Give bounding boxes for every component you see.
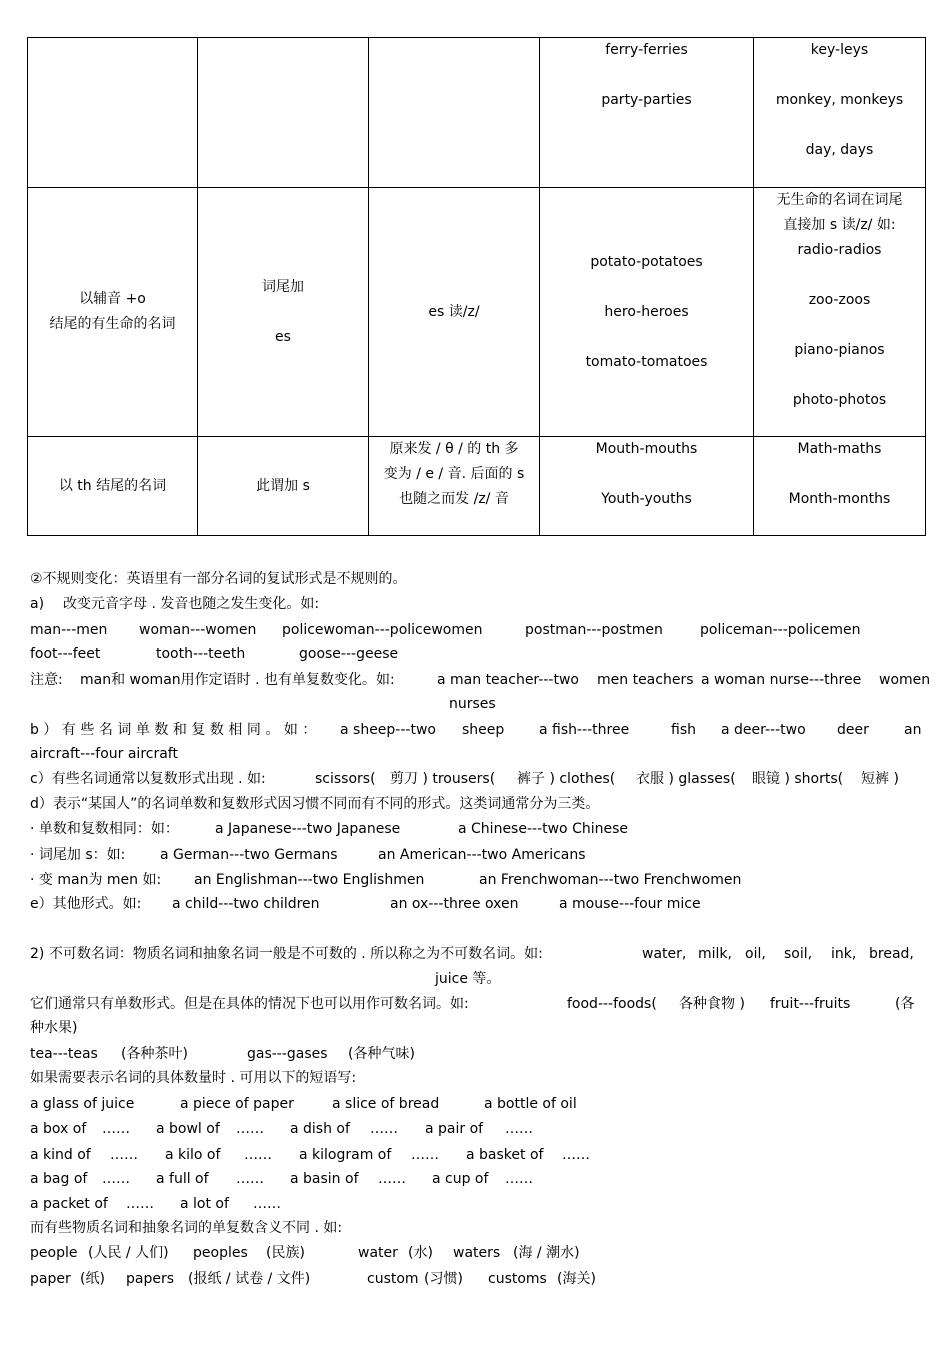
exception-note: 无生命的名词在词尾 bbox=[776, 192, 903, 208]
ellipsis: …… bbox=[110, 1147, 138, 1163]
example-text: 短裤 ) bbox=[861, 771, 899, 787]
table-cell-examples bbox=[540, 437, 754, 536]
example-text: a sheep---two bbox=[340, 722, 436, 738]
table-row bbox=[28, 188, 926, 437]
table-cell-rule bbox=[198, 188, 369, 437]
pronunciation-text: 变为 / e / 音. 后面的 s bbox=[383, 466, 525, 482]
example-text: waters bbox=[453, 1245, 501, 1261]
example-text: (水) bbox=[408, 1245, 433, 1261]
a-label: a) bbox=[30, 596, 45, 612]
category-text: 结尾的有生命的名词 bbox=[49, 316, 176, 332]
example-text: customs bbox=[488, 1271, 547, 1287]
example-text: party-parties bbox=[601, 92, 692, 108]
d1-label: · 单数和复数相同：如： bbox=[30, 821, 179, 837]
table-cell-pronunciation bbox=[369, 38, 540, 188]
ellipsis: …… bbox=[370, 1121, 398, 1137]
example-text: oil, bbox=[745, 946, 766, 962]
example-text: tomato-tomatoes bbox=[585, 353, 708, 370]
pronunciation-text: 原来发 / θ / 的 th 多 bbox=[389, 441, 519, 457]
table-cell-rule bbox=[198, 437, 369, 536]
ellipsis: …… bbox=[102, 1121, 130, 1137]
phrase-item: a basin of bbox=[290, 1171, 359, 1187]
ellipsis: …… bbox=[126, 1196, 154, 1212]
example-text: (海 / 潮水) bbox=[513, 1245, 580, 1261]
single-line: 它们通常只有单数形式。但是在具体的情况下也可以用作可数名词。如: bbox=[30, 996, 469, 1012]
table-cell-category bbox=[28, 437, 198, 536]
example-text: day, days bbox=[805, 142, 874, 158]
table-row bbox=[28, 38, 926, 188]
example-text: a man teacher---two bbox=[437, 672, 579, 688]
example-text: juice 等。 bbox=[435, 971, 501, 987]
example-text: aircraft---four aircraft bbox=[30, 746, 178, 762]
example-text: soil, bbox=[784, 946, 813, 962]
example-text: woman---women bbox=[139, 622, 257, 638]
phrase-item: a dish of bbox=[290, 1121, 350, 1137]
example-text: papers bbox=[126, 1271, 175, 1287]
example-text: policeman---policemen bbox=[700, 622, 861, 638]
example-text: Month-months bbox=[788, 491, 891, 507]
example-text: deer bbox=[837, 722, 869, 738]
example-text: custom bbox=[367, 1271, 419, 1287]
phrase-item: a slice of bread bbox=[332, 1096, 440, 1112]
example-text: zoo-zoos bbox=[808, 292, 871, 308]
example-text: 剪刀 ) trousers( bbox=[390, 771, 496, 787]
pronunciation-text: es 读/z/ bbox=[428, 303, 480, 320]
example-text: paper bbox=[30, 1271, 71, 1287]
example-text: a Japanese---two Japanese bbox=[215, 821, 401, 837]
example-text: scissors( bbox=[315, 771, 376, 787]
phrase-item: a packet of bbox=[30, 1196, 108, 1212]
example-text: photo-photos bbox=[792, 392, 887, 408]
phrase-item: a box of bbox=[30, 1121, 87, 1137]
table-cell-examples bbox=[540, 38, 754, 188]
example-text: 衣服 ) glasses( bbox=[636, 771, 736, 787]
diff-line: 而有些物质名词和抽象名词的单复数含义不同 . 如: bbox=[30, 1220, 343, 1236]
example-text: 种水果) bbox=[30, 1020, 78, 1036]
example-text: fruit---fruits bbox=[770, 996, 851, 1012]
table-cell-pronunciation bbox=[369, 437, 540, 536]
example-text: key-leys bbox=[810, 42, 869, 58]
irregular-title: ②不规则变化：英语里有一部分名词的复试形式是不规则的。 bbox=[30, 571, 407, 587]
phrase-item: a lot of bbox=[180, 1196, 229, 1212]
example-text: water bbox=[358, 1245, 398, 1261]
example-text: ink, bbox=[831, 946, 857, 962]
phrase-item: a bowl of bbox=[156, 1121, 220, 1137]
example-text: postman---postmen bbox=[525, 622, 663, 638]
example-text: (人民 / 人们) bbox=[88, 1245, 169, 1261]
example-text: tooth---teeth bbox=[156, 646, 246, 662]
example-text: 裤子 ) clothes( bbox=[517, 771, 616, 787]
example-text: (报纸 / 试卷 / 文件) bbox=[188, 1271, 311, 1287]
example-text: women bbox=[879, 672, 931, 688]
note-text: man和 woman用作定语时 . 也有单复数变化。如: bbox=[80, 672, 395, 688]
e-label: e）其他形式。如: bbox=[30, 896, 142, 912]
example-text: (习惯) bbox=[424, 1271, 463, 1287]
example-text: hero-heroes bbox=[604, 303, 689, 320]
d3-label: · 变 man为 men 如: bbox=[30, 872, 162, 888]
phrase-item: a piece of paper bbox=[180, 1096, 294, 1112]
category-text: 以 th 结尾的名词 bbox=[58, 477, 167, 494]
table-cell-exceptions bbox=[754, 188, 926, 437]
example-text: Mouth-mouths bbox=[595, 441, 698, 457]
example-text: potato-potatoes bbox=[590, 253, 703, 270]
ellipsis: …… bbox=[236, 1171, 264, 1187]
example-text: a German---two Germans bbox=[160, 847, 338, 863]
example-text: monkey, monkeys bbox=[775, 92, 904, 108]
example-text: a child---two children bbox=[172, 896, 320, 912]
example-text: policewoman---policewomen bbox=[282, 622, 483, 638]
example-text: a fish---three bbox=[539, 722, 630, 738]
example-text: ferry-ferries bbox=[605, 42, 688, 58]
ellipsis: …… bbox=[505, 1121, 533, 1137]
b-line: b）有些名词单数和复数相同。如： bbox=[30, 722, 321, 738]
example-text: an ox---three oxen bbox=[390, 896, 519, 912]
example-text: piano-pianos bbox=[794, 342, 885, 358]
phrase-item: a bag of bbox=[30, 1171, 88, 1187]
ellipsis: …… bbox=[378, 1171, 406, 1187]
example-text: a woman nurse---three bbox=[701, 672, 862, 688]
table-cell-exceptions bbox=[754, 38, 926, 188]
example-text: fish bbox=[671, 722, 696, 738]
uncount-line: 2) 不可数名词：物质名词和抽象名词一般是不可数的 . 所以称之为不可数名词。如: bbox=[30, 946, 543, 962]
example-text: foot---feet bbox=[30, 646, 101, 662]
example-text: goose---geese bbox=[299, 646, 399, 662]
phrase-item: a bottle of oil bbox=[484, 1096, 577, 1112]
rule-text: 词尾加 bbox=[262, 278, 304, 295]
example-text: gas---gases bbox=[247, 1046, 328, 1062]
example-text: a Chinese---two Chinese bbox=[458, 821, 629, 837]
plural-rules-table bbox=[27, 37, 926, 536]
example-text: an Frenchwoman---two Frenchwomen bbox=[479, 872, 742, 888]
ellipsis: …… bbox=[505, 1171, 533, 1187]
example-text: water, bbox=[642, 946, 687, 962]
table-cell-examples bbox=[540, 188, 754, 437]
example-text: a deer---two bbox=[721, 722, 806, 738]
example-text: bread, bbox=[869, 946, 914, 962]
d-line: d）表示“某国人”的名词单数和复数形式因习惯不同而有不同的形式。这类词通常分为三类。 bbox=[30, 796, 600, 812]
example-text: sheep bbox=[462, 722, 505, 738]
c-label: c）有些名词通常以复数形式出现 . 如: bbox=[30, 771, 266, 787]
phrase-item: a kind of bbox=[30, 1147, 91, 1163]
rule-text: 此谓加 s bbox=[256, 477, 310, 494]
table-cell-pronunciation bbox=[369, 188, 540, 437]
example-text: an American---two Americans bbox=[378, 847, 586, 863]
phrase-item: a kilo of bbox=[165, 1147, 221, 1163]
ellipsis: …… bbox=[244, 1147, 272, 1163]
phrase-item: a kilogram of bbox=[299, 1147, 392, 1163]
example-text: radio-radios bbox=[797, 242, 882, 258]
ellipsis: …… bbox=[411, 1147, 439, 1163]
exception-note: 直接加 s 读/z/ 如: bbox=[783, 217, 896, 233]
example-text: peoples bbox=[193, 1245, 248, 1261]
rule-text: es bbox=[275, 328, 291, 345]
example-text: a mouse---four mice bbox=[559, 896, 701, 912]
example-text: Math-maths bbox=[797, 441, 882, 457]
table-row bbox=[28, 437, 926, 536]
phrase-item: a pair of bbox=[425, 1121, 484, 1137]
phrase-item: a basket of bbox=[466, 1147, 544, 1163]
table-cell-category bbox=[28, 38, 198, 188]
example-text: food---foods( bbox=[567, 996, 657, 1012]
category-text: 以辅音 +o bbox=[79, 291, 146, 307]
example-text: an Englishman---two Englishmen bbox=[194, 872, 425, 888]
phrase-item: a glass of juice bbox=[30, 1096, 135, 1112]
example-text: (各种气味) bbox=[348, 1046, 415, 1062]
example-text: man---men bbox=[30, 622, 108, 638]
phrase-item: a cup of bbox=[432, 1171, 489, 1187]
example-text: milk, bbox=[698, 946, 732, 962]
ellipsis: …… bbox=[236, 1121, 264, 1137]
note-label: 注意: bbox=[30, 672, 63, 688]
example-text: men teachers bbox=[597, 672, 694, 688]
table-cell-exceptions bbox=[754, 437, 926, 536]
example-text: (民族) bbox=[266, 1245, 305, 1261]
phrase-item: a full of bbox=[156, 1171, 209, 1187]
example-text: (各种茶叶) bbox=[121, 1046, 188, 1062]
example-text: Youth-youths bbox=[601, 491, 692, 507]
a-text: 改变元音字母 . 发音也随之发生变化。如: bbox=[63, 596, 320, 612]
example-text: an bbox=[904, 722, 922, 738]
example-text: 各种食物 ) bbox=[679, 996, 745, 1012]
ellipsis: …… bbox=[102, 1171, 130, 1187]
example-text: people bbox=[30, 1245, 78, 1261]
table-cell-category bbox=[28, 188, 198, 437]
ellipsis: …… bbox=[562, 1147, 590, 1163]
example-text: (海关) bbox=[557, 1271, 596, 1287]
pronunciation-text: 也随之而发 /z/ 音 bbox=[399, 491, 509, 507]
ellipsis: …… bbox=[253, 1196, 281, 1212]
example-text: tea---teas bbox=[30, 1046, 98, 1062]
example-text: (各 bbox=[895, 996, 915, 1012]
example-text: nurses bbox=[449, 696, 496, 712]
table-cell-rule bbox=[198, 38, 369, 188]
quant-line: 如果需要表示名词的具体数量时 . 可用以下的短语写: bbox=[30, 1070, 357, 1086]
d2-label: · 词尾加 s：如: bbox=[30, 847, 126, 863]
example-text: (纸) bbox=[80, 1271, 105, 1287]
example-text: 眼镜 ) shorts( bbox=[752, 771, 844, 787]
